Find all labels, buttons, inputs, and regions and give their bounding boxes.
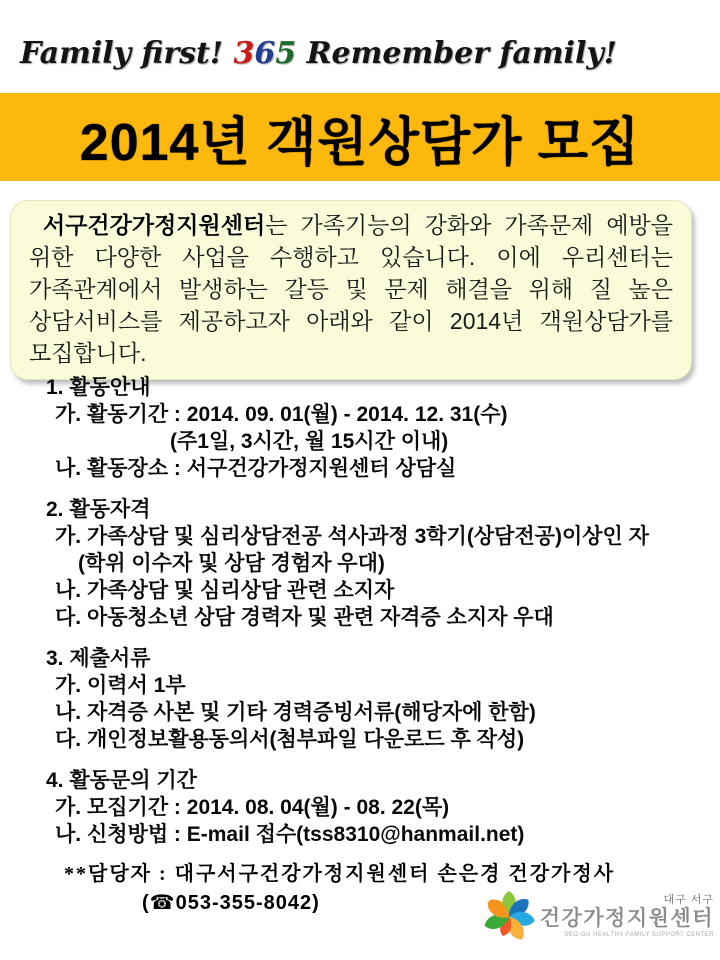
intro-paragraph [29, 209, 673, 369]
section-activity-guide [46, 374, 706, 482]
logo-english-subtitle: SEO-GU HEALTHY FAMILY SUPPORT CENTER [564, 931, 714, 938]
list-item: 다. 아동청소년 상담 경력자 및 관련 자격증 소지자 우대 [55, 606, 554, 629]
slogan-text [20, 36, 617, 71]
slogan-digit-6: 6 [254, 36, 276, 71]
section-documents [46, 645, 706, 753]
phone-icon: ☎ [149, 892, 176, 914]
intro-body-text: 는 가족기능의 강화와 가족문제 예방을 위한 다양한 사업을 수행하고 있습니다. 이에 우리센터는 가족관계에서 발생하는 갈등 및 문제 해결을 위해 질 높은 상담서비스를 제공하고자 아래와 같이 2014년 객원상담가를 모집합니다. [29, 212, 673, 366]
list-item: (주1일, 3시간, 월 15시간 이내) [170, 430, 449, 453]
list-item: 나. 가족상담 및 심리상담 관련 소지자 [55, 579, 395, 602]
content-list [46, 374, 706, 862]
slogan-digit-3: 3 [233, 36, 255, 71]
section-title: 2. 활동자격 [46, 498, 151, 521]
logo-region-label: 대구 서구 [663, 893, 714, 906]
section-title: 1. 활동안내 [46, 376, 151, 399]
title-banner [0, 93, 720, 181]
list-item: 나. 활동장소 : 서구건강가정지원센터 상담실 [55, 457, 457, 480]
list-item: 다. 개인정보활용동의서(첨부파일 다운로드 후 작성) [55, 728, 525, 751]
paren-open: ( [142, 892, 150, 914]
contact-person-line: **담당자 : 대구서구건강가정지원센터 손은경 건강가정사 [64, 863, 616, 885]
list-item: 가. 모집기간 : 2014. 08. 04(월) - 08. 22(목) [55, 796, 450, 819]
section-title: 3. 제출서류 [46, 647, 151, 670]
list-item: 가. 활동기간 : 2014. 09. 01(월) - 2014. 12. 31(수) [55, 403, 508, 426]
phone-number: 053-355-8042 [175, 892, 313, 914]
list-item: (학위 이수자 및 상담 경험자 우대) [78, 552, 385, 575]
center-logo [481, 884, 714, 944]
flower-logo-icon [481, 884, 537, 944]
logo-center-name: 건강가정지원센터 [539, 906, 714, 930]
section-title: 4. 활동문의 기간 [46, 769, 197, 792]
intro-box [10, 200, 692, 380]
paren-close: ) [312, 892, 320, 914]
section-qualifications [46, 496, 706, 631]
slogan-digit-5: 5 [275, 36, 297, 71]
intro-bold-lead: 서구건강가정지원센터 [43, 212, 266, 238]
slogan-part2: Remember family! [296, 36, 617, 71]
poster-title: 2014년 객원상담가 모집 [79, 113, 641, 172]
list-item: 가. 가족상담 및 심리상담전공 석사과정 3학기(상담전공)이상인 자 [55, 525, 649, 548]
slogan-part1: Family first! [20, 36, 234, 71]
list-item: 가. 이력서 1부 [55, 674, 186, 697]
list-item: 나. 신청방법 : E-mail 접수(tss8310@hanmail.net) [55, 823, 525, 846]
section-application [46, 767, 706, 848]
logo-text-block [540, 891, 714, 938]
list-item: 나. 자격증 사본 및 기타 경력증빙서류(해당자에 한함) [55, 701, 536, 724]
